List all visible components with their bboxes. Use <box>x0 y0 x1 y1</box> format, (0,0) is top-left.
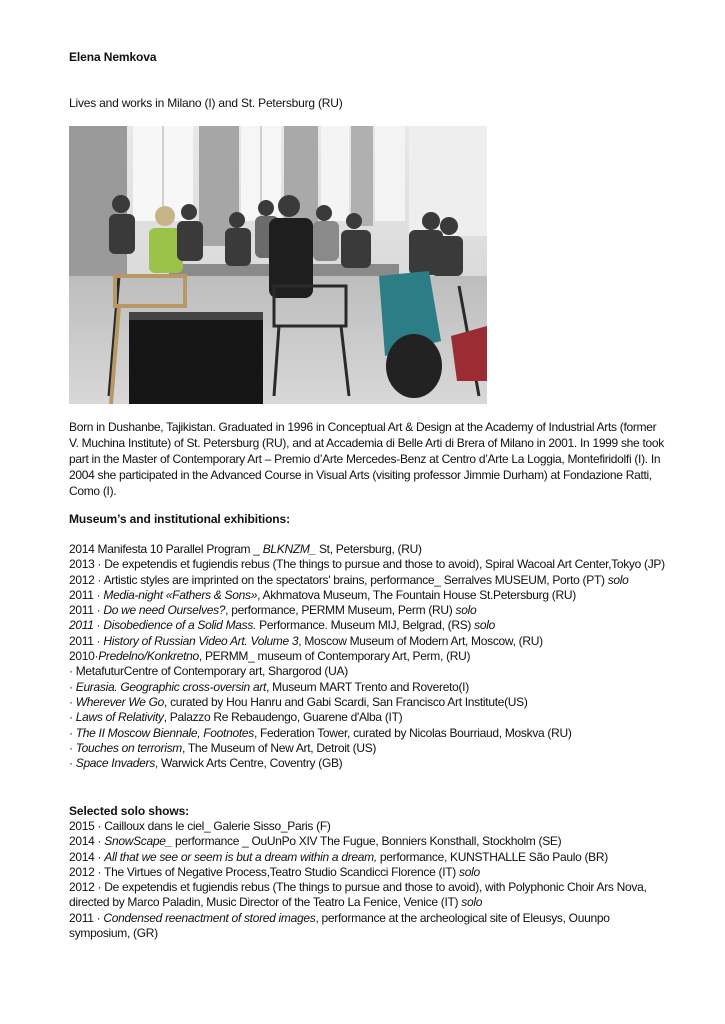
entry-text: 2014 · <box>69 834 105 849</box>
entry-text: , performance at the archeological site of Eleusys, Ouunpo symposium, (GR) <box>69 910 610 941</box>
entry-text: 2014 Manifesta 10 Parallel Program _ <box>69 542 263 556</box>
museum-exhibition-entry <box>69 695 669 710</box>
entry-text: , Palazzo Re Rebaudengo, Guarene d'Alba (IT) <box>163 710 403 725</box>
italic-title: Space Invaders <box>75 756 155 771</box>
italic-title: History of Russian Video Art. Volume 3 <box>103 633 299 648</box>
entry-text: St, Petersburg, (RU) <box>315 542 422 556</box>
museum-exhibition-entry <box>69 618 669 633</box>
museum-exhibition-entry <box>69 634 669 649</box>
entry-text: 2014 · <box>69 849 105 864</box>
museum-exhibition-entry <box>69 726 669 741</box>
italic-title: SnowScape_ <box>104 834 172 849</box>
museum-exhibition-entry <box>69 588 669 603</box>
entry-text: · <box>69 756 76 771</box>
italic-title: Media-night «Fathers & Sons» <box>103 587 258 602</box>
entry-text: 2012 · The Virtues of Negative Process,Teatro Studio Scandicci Florence (IT) <box>69 864 459 879</box>
entry-text: , Warwick Arts Centre, Coventry (GB) <box>154 756 343 771</box>
entry-text: , Akhmatova Museum, The Fountain House St.Petersburg (RU) <box>257 587 576 602</box>
entry-text: 2011 · <box>69 633 104 648</box>
museum-exhibition-entry <box>69 741 669 756</box>
italic-title: The II Moscow Biennale, Footnotes <box>75 725 254 740</box>
entry-text: 2010· <box>69 649 99 664</box>
museum-exhibition-entry <box>69 603 669 618</box>
entry-text: performance, KUNSTHALLE São Paulo (BR) <box>376 849 608 864</box>
entry-text: , PERMM_ museum of Contemporary Art, Perm, (RU) <box>198 649 471 664</box>
entry-text: 2011 · <box>69 910 104 925</box>
group-photo <box>69 126 487 404</box>
entry-text: , The Museum of New Art, Detroit (US) <box>182 740 377 755</box>
italic-title: Predelno/Konkretno <box>98 649 199 664</box>
entry-text: performance _ OuUnPo XIV The Fugue, Bonniers Konsthall, Stockholm (SE) <box>171 834 562 849</box>
residence-line: Lives and works in Milano (I) and St. Petersburg (RU) <box>69 96 343 110</box>
italic-title: BLKNZM_ <box>262 542 316 556</box>
entry-text: · <box>69 694 76 709</box>
italic-title: solo <box>461 895 483 910</box>
entry-text: 2011 · <box>69 603 104 618</box>
italic-title: Eurasia. Geographic cross-oversin art <box>75 679 267 694</box>
entry-text: , Moscow Museum of Modern Art, Moscow, (RU) <box>298 633 543 648</box>
solo-shows-heading: Selected solo shows: <box>69 804 190 818</box>
entry-text: , curated by Hou Hanru and Gabi Scardi, San Francisco Art Institute(US) <box>164 694 528 709</box>
entry-text: , performance, PERMM Museum, Perm (RU) <box>225 603 456 618</box>
artist-name: Elena Nemkova <box>69 50 157 64</box>
biography-paragraph: Born in Dushanbe, Tajikistan. Graduated in 1996 in Conceptual Art & Design at the Academy of Industrial Arts (former V. Muchina Institute) of St. Petersburg (RU), and at Accademia di Belle Arti di Brera of Milano in 2001. In 1999 she took part in the Master of Contemporary Art – Premio d’Arte Mercedes-Benz at Centro d’Arte La Loggia, Montefiridolfi (I). In 2004 she participated in the Advanced Course in Visual Arts (visiting professor Jimmie Durham) at Fondazione Ratti, Como (I). <box>69 420 664 498</box>
museum-exhibition-entry <box>69 542 669 557</box>
solo-show-entry <box>69 834 669 849</box>
museum-exhibition-entry <box>69 573 669 588</box>
italic-title: solo <box>455 603 477 618</box>
entry-text: 2012 · De expetendis et fugiendis rebus (The things to pursue and those to avoid), with Polyphonic Choir Ars Nova, directed by Marco Paladin, Music Director of the Teatro La Fenice, Venice (IT) <box>69 880 647 910</box>
entry-text: · <box>69 710 76 725</box>
italic-title: Condensed reenactment of stored images <box>103 910 316 925</box>
entry-text: 2015 · Cailloux dans le ciel_ Galerie Sisso_Paris (F) <box>69 819 331 833</box>
museum-exhibition-entry <box>69 649 669 664</box>
solo-show-entry <box>69 880 669 911</box>
museum-exhibition-entry <box>69 557 669 572</box>
museum-exhibition-entry <box>69 710 669 725</box>
italic-title: solo <box>474 618 495 633</box>
entry-text: 2011 · <box>69 587 104 602</box>
entry-text: , Federation Tower, curated by Nicolas Bourriaud, Moskva (RU) <box>253 725 572 740</box>
solo-show-entry <box>69 865 669 880</box>
solo-show-entry <box>69 850 669 865</box>
entry-text: Performance. Museum MIJ, Belgrad, (RS) <box>256 618 475 633</box>
museum-exhibitions-list <box>69 542 669 771</box>
museum-exhibitions-heading: Museum’s and institutional exhibitions: <box>69 512 291 526</box>
entry-text: , Museum MART Trento and Rovereto(I) <box>266 679 469 694</box>
italic-title: solo <box>459 864 480 879</box>
italic-title: All that we see or seem is but a dream within a dream, <box>104 849 377 864</box>
entry-text: 2013 · De expetendis et fugiendis rebus (The things to pursue and those to avoid), Spiral Wacoal Art Center,Tokyo (JP) <box>69 557 665 572</box>
museum-exhibition-entry <box>69 664 669 679</box>
solo-show-entry <box>69 819 669 834</box>
italic-title: Wherever We Go <box>75 694 165 709</box>
italic-title: Do we need Ourselves? <box>103 603 226 618</box>
entry-text: · <box>69 740 76 755</box>
solo-show-entry <box>69 911 669 942</box>
italic-title: 2011 · Disobedience of a Solid Mass. <box>69 618 257 633</box>
italic-title: Laws of Relativity <box>75 710 164 725</box>
solo-shows-list <box>69 819 669 941</box>
entry-text: · <box>69 679 76 694</box>
entry-text: 2012 · Artistic styles are imprinted on the spectators' brains, performance_ Serralves MUSEUM, Porto (PT) <box>69 572 608 587</box>
italic-title: solo <box>607 572 629 587</box>
museum-exhibition-entry <box>69 680 669 695</box>
entry-text: · MetafuturCentre of Contemporary art, Shargorod (UA) <box>69 664 348 679</box>
museum-exhibition-entry <box>69 756 669 771</box>
italic-title: Touches on terrorism <box>75 740 183 755</box>
entry-text: · <box>69 725 76 740</box>
